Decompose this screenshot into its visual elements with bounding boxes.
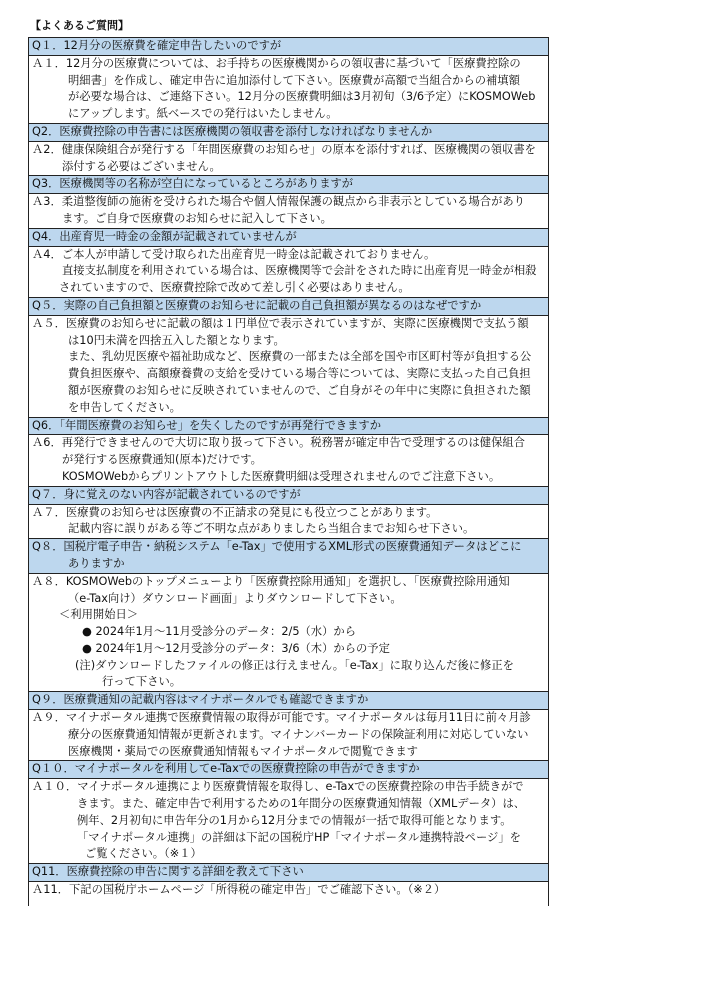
- answer-line: Ａ８．KOSMOWebのトップメニューより「医療費控除用通知」を選択し、「医療費控除用通知: [32, 574, 510, 588]
- answer-block: [29, 435, 548, 485]
- answer-block: [29, 779, 548, 863]
- answer-line: 「マイナポータル連携」の詳細は下記の国税庁HP「マイナポータル連携特設ページ」を: [77, 830, 521, 844]
- answer-line: Ａ５．医療費のお知らせに記載の額は１円単位で表示されていますが、実際に医療機関で支払う額: [32, 316, 529, 330]
- answer-line: Ａ11．下記の国税庁ホームページ「所得税の確定申告」でご確認下さい。（※２）: [32, 883, 446, 897]
- answer-block: [29, 56, 548, 123]
- question-row: [29, 538, 548, 574]
- answer-line: Ａ１．12月分の医療費については、お手持ちの医療機関からの領収書に基づいて「医療費控除の: [32, 56, 521, 70]
- answer-line: 記載内容に誤りがある等ご不明な点がありましたら当組合までお知らせ下さい。: [68, 522, 475, 536]
- question-row: [29, 486, 548, 505]
- question-row: [29, 417, 548, 436]
- question-text: Q８．国税庁電子申告・納税システム「e-Tax」で使用するXML形式の医療費通知データはどこに: [32, 540, 522, 554]
- answer-line: Ａ2．健康保険組合が発行する「年間医療費のお知らせ」の原本を添付すれば、医療機関の領収書を: [32, 142, 536, 156]
- answer-line: (注)ダウンロードしたファイルの修正は行えません。「e-Tax」に取り込んだ後に修正を: [75, 658, 514, 672]
- question-row: [29, 37, 548, 56]
- answer-line: （e-Tax向け）ダウンロード画面」よりダウンロードして下さい。: [68, 591, 402, 605]
- answer-line: を申告してください。: [68, 400, 181, 414]
- answer-line: Ａ6．再発行できませんので大切に取り扱って下さい。税務署が確定申告で受理するのは健保組合: [32, 436, 525, 450]
- answer-line: 添付する必要はございません。: [62, 159, 221, 173]
- answer-block: [29, 142, 548, 176]
- question-row: [29, 691, 548, 710]
- question-text: Q4．出産育児一時金の金額が記載されていませんが: [32, 229, 297, 243]
- question-text: Q５．実際の自己負担額と医療費のお知らせに記載の自己負担額が異なるのはなぜですか: [32, 298, 482, 312]
- answer-line: は10円未満を四捨五入した額となります。: [68, 333, 285, 347]
- question-row: [29, 228, 548, 247]
- answer-line: 例年、2月初旬に申告年分の1月から12月分までの情報が一括で取得可能となります。: [77, 813, 512, 827]
- answer-line: ＜利用開始日＞: [59, 608, 139, 622]
- question-row: [29, 863, 548, 882]
- question-text: Q１．12月分の医療費を確定申告したいのですが: [32, 39, 282, 52]
- answer-line: 明細書」を作成し、確定申告に追加添付して下さい。医療費が高額で当組合からの補填額: [68, 73, 520, 87]
- answer-block: [29, 194, 548, 228]
- question-text: Q９．医療費通知の記載内容はマイナポータルでも確認できますか: [32, 693, 369, 707]
- answer-line: 費負担医療や、高額療養費の支給を受けている場合等については、実際に支払った自己負担: [68, 367, 531, 381]
- answer-line: にアップします。紙ベースでの発行はいたしません。: [68, 107, 338, 121]
- answer-line: されていますので、医療費控除で改めて差し引く必要はありません。: [59, 281, 410, 295]
- answer-line: が発行する医療費通知(原本)だけです。: [62, 453, 262, 467]
- page-title: 【よくあるご質問】: [30, 19, 129, 32]
- answer-block: [29, 574, 548, 692]
- question-row: [29, 123, 548, 142]
- question-text: ありますか: [68, 556, 125, 570]
- answer-line: 直接支払制度を利用されている場合は、医療機関等で会計をされた時に出産育児一時金が相殺: [62, 264, 537, 278]
- answer-line: ご覧ください。（※１）: [85, 847, 202, 861]
- answer-line: 療分の医療費通知情報が更新されます。マイナンバーカードの保険証利用に対応していない: [68, 727, 529, 741]
- answer-line: 医療機関・薬局での医療費通知情報もマイナポータルで閲覧できます: [68, 744, 418, 758]
- answer-line: Ａ3．柔道整復師の施術を受けられた場合や個人情報保護の観点から非表示としている場合があり: [32, 195, 525, 209]
- question-row: [29, 760, 548, 779]
- answer-line: また、乳幼児医療や福祉助成など、医療費の一部または全部を国や市区町村等が負担する公: [68, 350, 532, 364]
- question-row: [29, 175, 548, 194]
- table-end: [29, 899, 548, 906]
- question-text: Q１０．マイナポータルを利用してe-Taxでの医療費控除の申告ができますか: [32, 762, 420, 776]
- answer-line: Ａ９．マイナポータル連携で医療費情報の取得が可能です。マイナポータルは毎月11日に前々月診: [32, 711, 531, 725]
- answer-line: Ａ4．ご本人が申請して受け取られた出産育児一時金は記載されておりません。: [32, 247, 436, 261]
- question-text: Q3．医療機関等の名称が空白になっているところがありますが: [32, 177, 354, 191]
- answer-block: [29, 882, 548, 899]
- answer-line: きます。また、確定申告で利用するための1年間分の医療費通知情報（XMLデータ）は、: [77, 797, 526, 811]
- answer-line: 行って下さい。: [102, 675, 182, 689]
- answer-line: Ａ１０．マイナポータル連携により医療費情報を取得し、e-Taxでの医療費控除の申告手続きがで: [32, 780, 524, 794]
- question-text: Q７．身に覚えのない内容が記載されているのですが: [32, 487, 301, 501]
- question-row: [29, 297, 548, 316]
- answer-line: ます。ご自身で医療費のお知らせに記入して下さい。: [62, 211, 332, 225]
- answer-block: [29, 505, 548, 539]
- question-text: Q2．医療費控除の申告書には医療機関の領収書を添付しなければなりませんか: [32, 124, 433, 138]
- answer-line: が必要な場合は、ご連絡下さい。12月分の医療費明細は3月初旬（3/6予定）にKOSMOWeb: [68, 90, 536, 104]
- answer-block: [29, 710, 548, 760]
- question-text: Q6．「年間医療費のお知らせ」を失くしたのですが再発行できますか: [32, 418, 381, 432]
- answer-line: Ａ７．医療費のお知らせは医療費の不正請求の発見にも役立つことがあります。: [32, 505, 438, 519]
- answer-line: ● 2024年1月～11月受診分のデータ：2/5（水）から: [82, 625, 356, 639]
- answer-block: [29, 316, 548, 417]
- answer-line: ● 2024年1月～12月受診分のデータ：3/6（木）からの予定: [82, 641, 390, 655]
- question-text: Q11．医療費控除の申告に関する詳細を教えて下さい: [32, 865, 304, 879]
- answer-line: KOSMOWebからプリントアウトした医療費明細は受理されませんのでご注意下さい。: [62, 469, 501, 483]
- faq-table: [28, 37, 549, 906]
- answer-line: 額が医療費のお知らせに反映されていませんので、ご自身がその年中に実際に負担された額: [68, 383, 531, 397]
- answer-block: [29, 247, 548, 297]
